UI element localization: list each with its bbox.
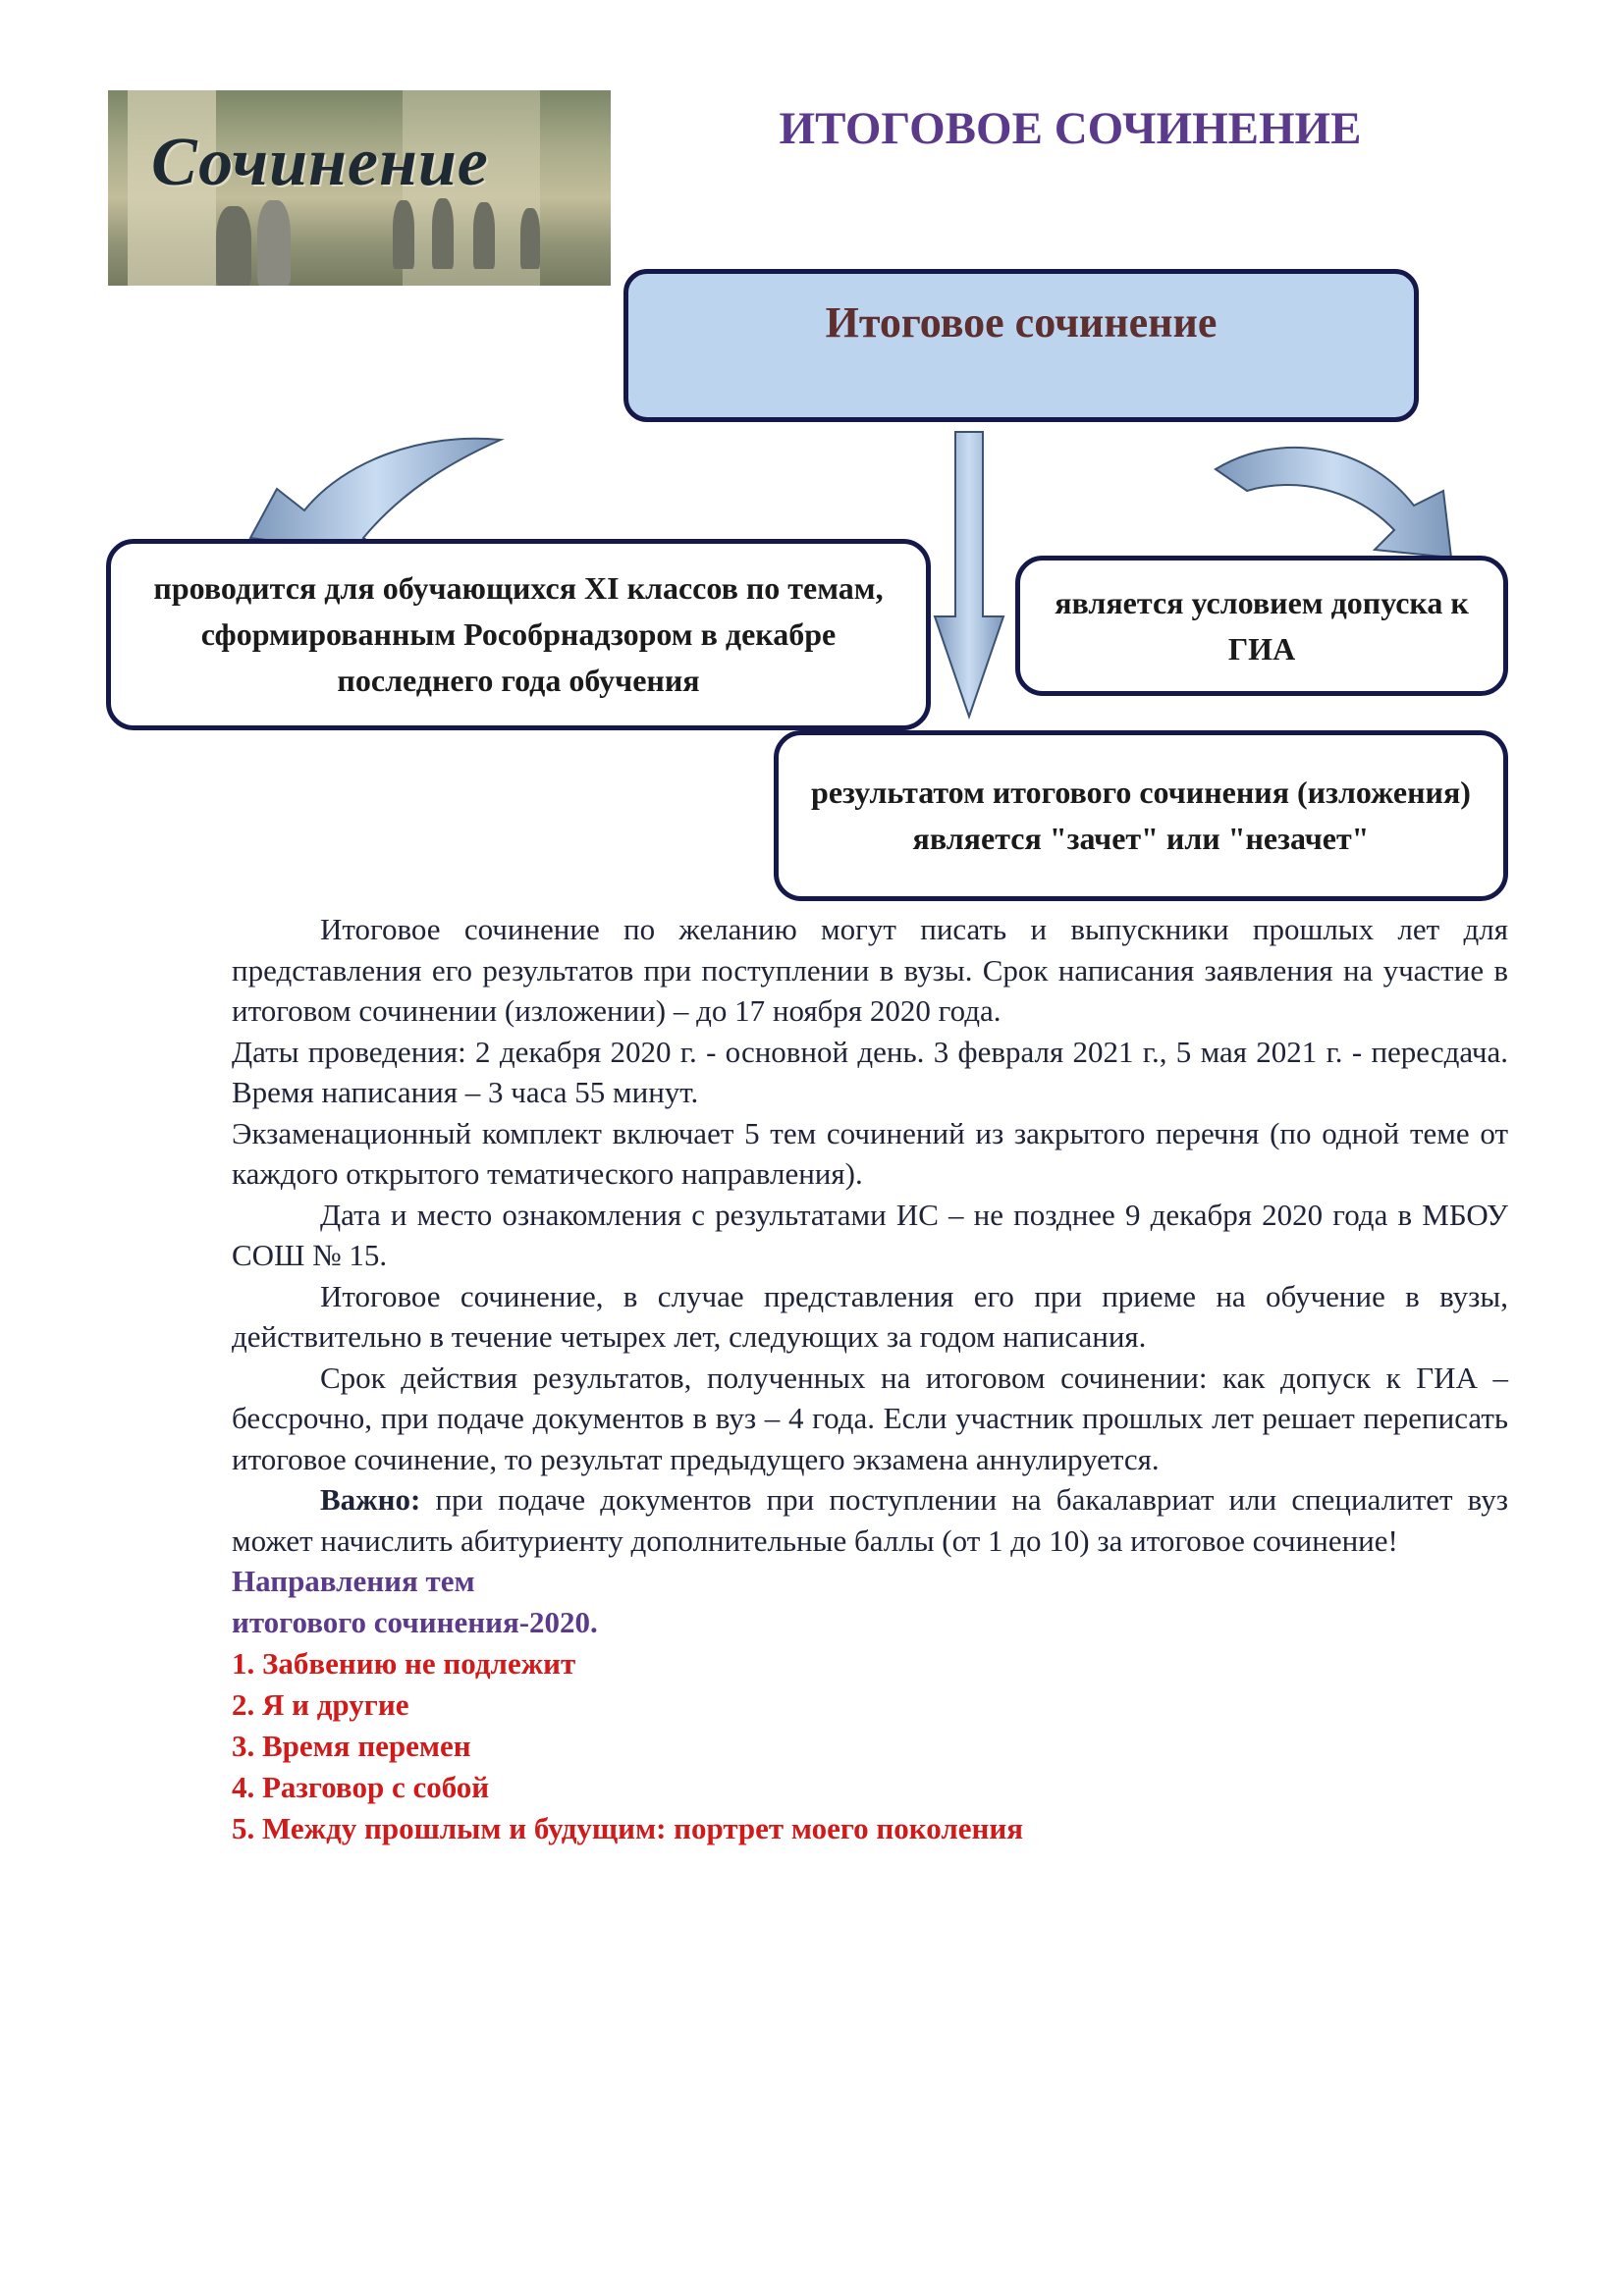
- logo-figure-5: [473, 202, 495, 269]
- essay-logo-image: [108, 90, 611, 286]
- paragraph-4: Дата и место ознакомления с результатами ИС – не позднее 9 декабря 2020 года в МБОУ СОШ № 15.: [232, 1197, 1508, 1272]
- topic-list: [232, 1643, 1508, 1849]
- paragraph-5: Итоговое сочинение, в случае представления его при приеме на обучение в вузы, действительно в течение четырех лет, следующих за годом написания.: [232, 1278, 1508, 1354]
- diagram-bottom-box: результатом итогового сочинения (изложения) является "зачет" или "незачет": [774, 730, 1508, 901]
- directions-heading: [232, 1561, 1508, 1643]
- topic-item-4: 4. Разговор с собой: [232, 1770, 490, 1804]
- paragraph-7: [232, 1479, 1508, 1561]
- logo-figure-4: [432, 198, 454, 269]
- topic-item-2: 2. Я и другие: [232, 1687, 409, 1722]
- logo-figure-6: [520, 208, 540, 269]
- body-text: [232, 909, 1508, 1849]
- directions-heading-line1: Направления тем: [232, 1564, 475, 1598]
- directions-heading-line2: итогового сочинения-2020.: [232, 1605, 598, 1639]
- curved-arrow-right: [1216, 448, 1451, 558]
- diagram-left-box: проводится для обучающихся XI классов по темам, сформированным Рособрнадзором в декабре последнего года обучения: [106, 539, 931, 730]
- paragraph-2: Даты проведения: 2 декабря 2020 г. - основной день. 3 февраля 2021 г., 5 мая 2021 г. - пересдача. Время написания – 3 часа 55 минут.: [232, 1034, 1508, 1109]
- topic-item-3: 3. Время перемен: [232, 1729, 471, 1763]
- paragraph-6: Срок действия результатов, полученных на итоговом сочинении: как допуск к ГИА – бессрочно, при подаче документов в вуз – 4 года. Если участник прошлых лет решает переписать итоговое сочинение, то результат предыдущего экзамена аннулируется.: [232, 1360, 1508, 1476]
- important-label: Важно:: [320, 1482, 421, 1517]
- down-arrow-center: [935, 432, 1003, 717]
- paragraph-3: Экзаменационный комплект включает 5 тем сочинений из закрытого перечня (по одной теме от каждого открытого тематического направления).: [232, 1115, 1508, 1191]
- logo-figure-3: [393, 200, 414, 269]
- important-text: при подаче документов при поступлении на бакалавриат или специалитет вуз может начислить абитуриенту дополнительные баллы (от 1 до 10) за итоговое сочинение!: [232, 1482, 1508, 1558]
- diagram-main-box: Итоговое сочинение: [623, 269, 1419, 422]
- topic-item-1: 1. Забвению не подлежит: [232, 1646, 576, 1681]
- topic-item-5: 5. Между прошлым и будущим: портрет моего поколения: [232, 1811, 1023, 1845]
- logo-figure-1: [216, 206, 251, 286]
- logo-text: Сочинение: [151, 125, 489, 200]
- logo-figure-2: [257, 200, 291, 286]
- document-title: ИТОГОВОЕ СОЧИНЕНИЕ: [779, 103, 1362, 154]
- paragraph-1: Итоговое сочинение по желанию могут писать и выпускники прошлых лет для представления его результатов при поступлении в вузы. Срок написания заявления на участие в итоговом сочинении (изложении) – до 17 ноября 2020 года.: [232, 912, 1508, 1028]
- diagram-right-box: является условием допуска к ГИА: [1015, 556, 1508, 696]
